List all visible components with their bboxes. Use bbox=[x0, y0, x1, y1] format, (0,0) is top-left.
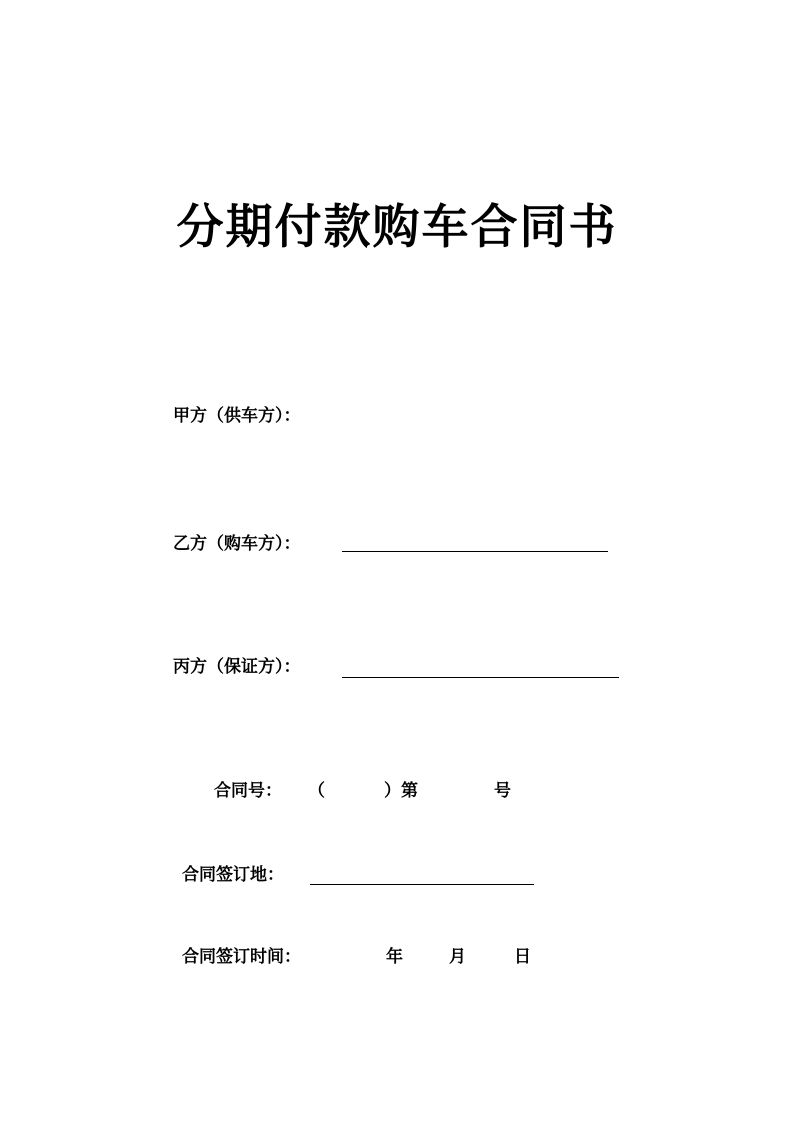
contract-number-suffix: 号 bbox=[494, 781, 511, 801]
party-b-fill-line[interactable] bbox=[342, 551, 608, 552]
signing-time-label: 合同签订时间： bbox=[182, 947, 301, 967]
signing-time-year: 年 bbox=[386, 947, 403, 967]
signing-place-label: 合同签订地： bbox=[182, 865, 284, 885]
contract-number-open-paren: （ bbox=[308, 781, 325, 801]
document-title: 分期付款购车合同书 bbox=[176, 200, 618, 255]
signing-place-fill-line[interactable] bbox=[310, 884, 534, 885]
party-a-label: 甲方（供车方）： bbox=[173, 406, 301, 426]
signing-time-day: 日 bbox=[514, 947, 531, 967]
party-c-label: 丙方（保证方）： bbox=[173, 657, 301, 677]
signing-time-month: 月 bbox=[449, 947, 466, 967]
party-b-label: 乙方（购车方）： bbox=[173, 534, 301, 554]
contract-number-close-paren: ）第 bbox=[384, 781, 418, 801]
party-c-fill-line[interactable] bbox=[342, 677, 619, 678]
contract-number-label: 合同号： bbox=[214, 781, 282, 801]
